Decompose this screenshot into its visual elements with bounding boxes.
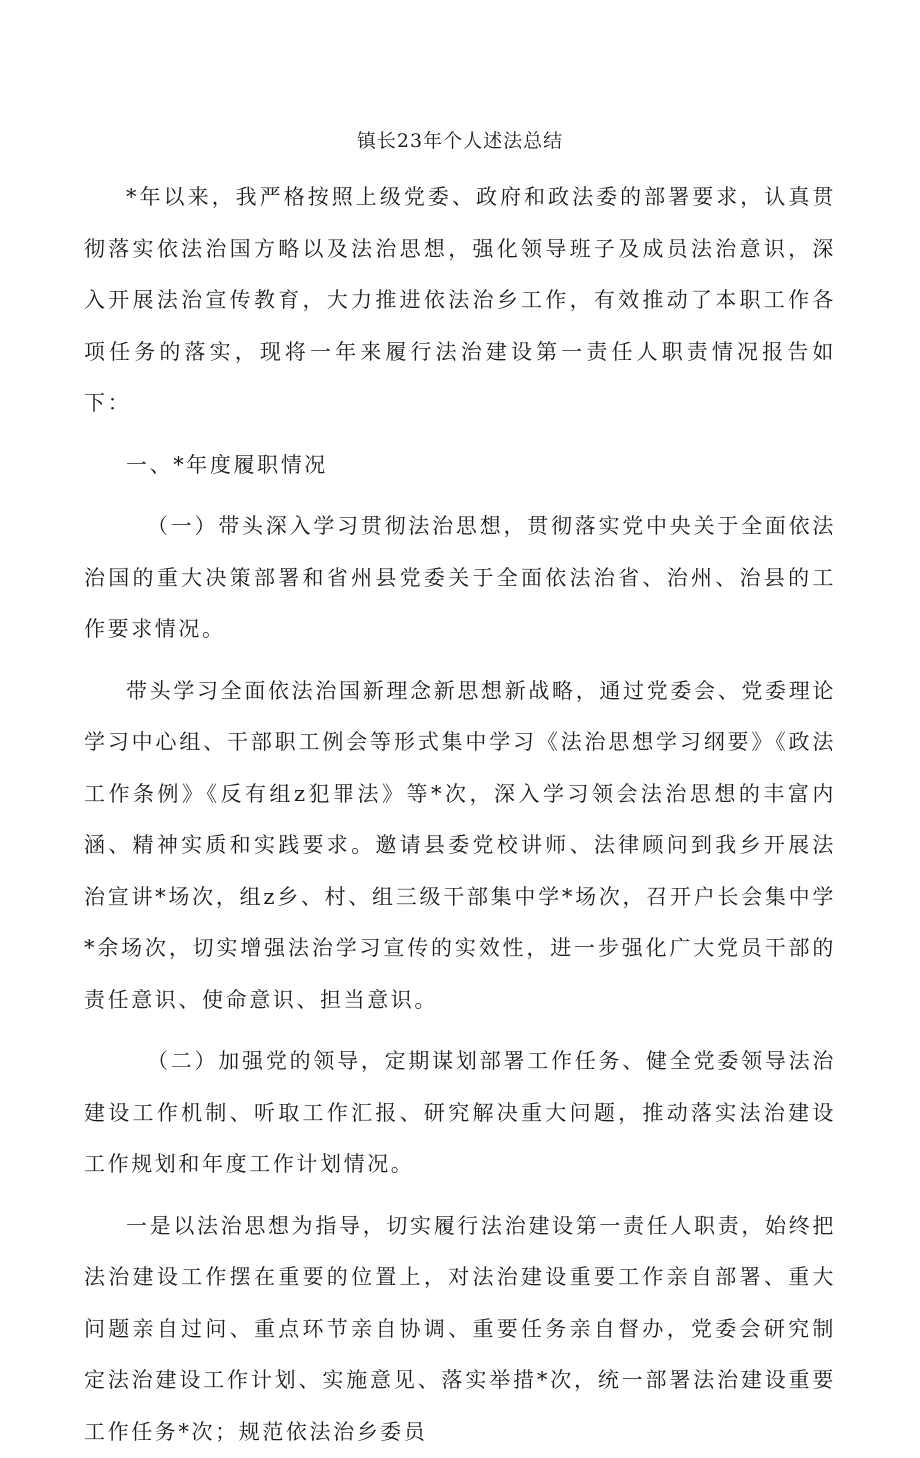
section-heading-annual-performance: 一、*年度履职情况 <box>84 440 836 492</box>
subsection-heading-1: （一）带头深入学习贯彻法治思想，贯彻落实党中央关于全面依法治国的重大决策部署和省州县党委关于全面依法治省、治州、治县的工作要求情况。 <box>84 501 836 656</box>
paragraph-study: 带头学习全面依法治国新理念新思想新战略，通过党委会、党委理论学习中心组、干部职工例会等形式集中学习《法治思想学习纲要》《政法工作条例》《反有组z犯罪法》等*次，深入学习领会法治思想的丰富内涵、精神实质和实践要求。邀请县委党校讲师、法律顾问到我乡开展法治宣讲*场次，组z乡、村、组三级干部集中学*场次，召开户长会集中学*余场次，切实增强法治学习宣传的实效性，进一步强化广大党员干部的责任意识、使命意识、担当意识。 <box>84 666 836 1027</box>
subsection-heading-2: （二）加强党的领导，定期谋划部署工作任务、健全党委领导法治建设工作机制、听取工作汇报、研究解决重大问题，推动落实法治建设工作规划和年度工作计划情况。 <box>84 1036 836 1191</box>
paragraph-guidance: 一是以法治思想为指导，切实履行法治建设第一责任人职责，始终把法治建设工作摆在重要的位置上，对法治建设重要工作亲自部署、重大问题亲自过问、重点环节亲自协调、重要任务亲自督办，党委会研究制定法治建设工作计划、实施意见、落实举措*次，统一部署法治建设重要工作任务*次；规范依法治乡委员 <box>84 1201 836 1458</box>
document-body <box>84 172 836 1458</box>
paragraph-intro: *年以来，我严格按照上级党委、政府和政法委的部署要求，认真贯彻落实依法治国方略以及法治思想，强化领导班子及成员法治意识，深入开展法治宣传教育，大力推进依法治乡工作，有效推动了本职工作各项任务的落实，现将一年来履行法治建设第一责任人职责情况报告如下： <box>84 172 836 430</box>
document-title: 镇长23年个人述法总结 <box>0 126 920 156</box>
